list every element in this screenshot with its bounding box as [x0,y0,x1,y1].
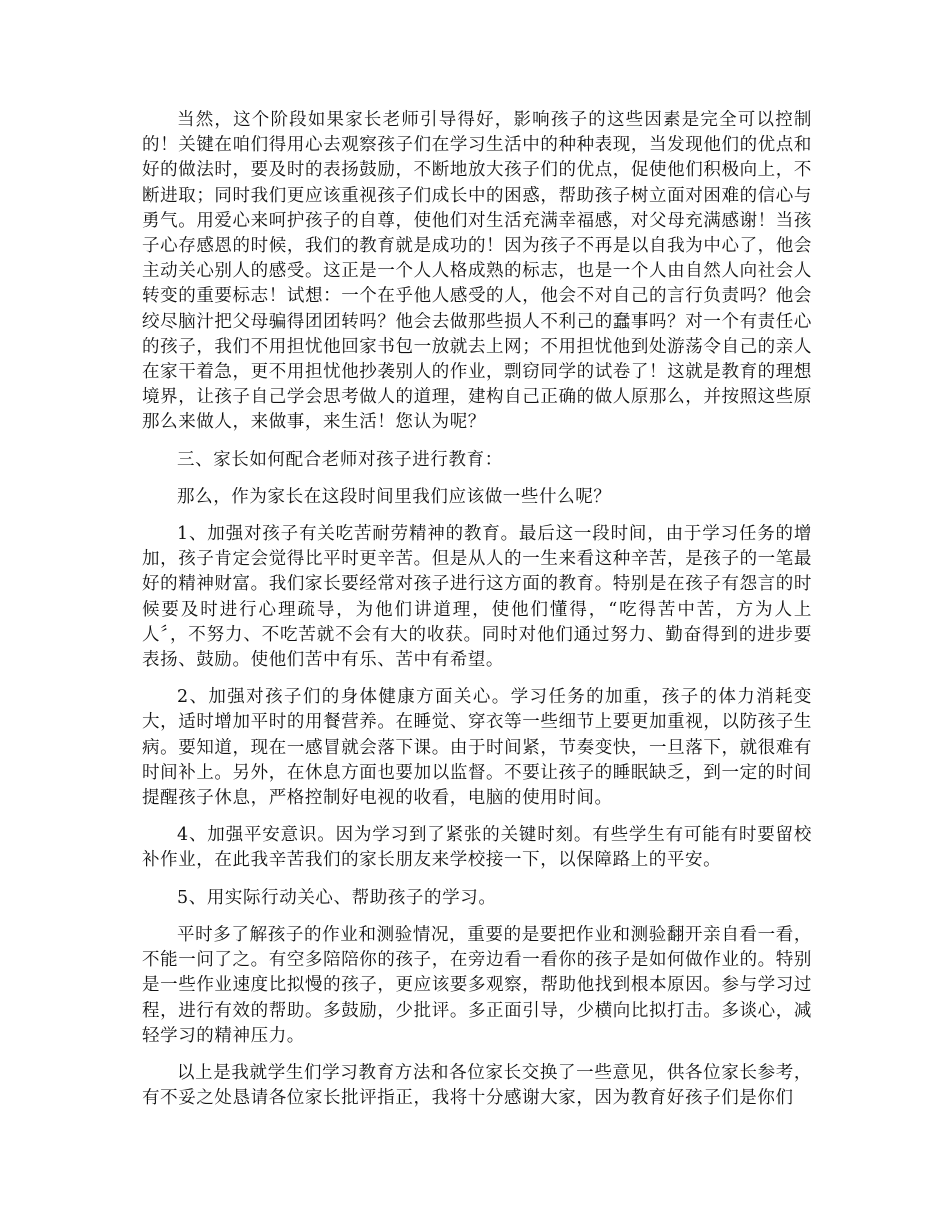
paragraph-parental-guidance: 当然，这个阶段如果家长老师引导得好，影响孩子的这些因素是完全可以控制的！关键在咱们得用心去观察孩子们在学习生活中的种种表现，当发现他们的优点和好的做法时，要及时的表扬鼓励，不断地放大孩子们的优点，促使他们积极向上，不断进取；同时我们更应该重视孩子们成长中的困惑，帮助孩子树立面对困难的信心与勇气。用爱心来呵护孩子的自尊，使他们对生活充满幸福感，对父母充满感谢！当孩子心存感恩的时候，我们的教育就是成功的！因为孩子不再是以自我为中心了，他会主动关心别人的感受。这正是一个人人格成熟的标志，也是一个人由自然人向社会人转变的重要标志！试想：一个在乎他人感受的人，他会不对自己的言行负责吗？他会绞尽脑汁把父母骗得团团转吗？他会去做那些损人不利己的蠢事吗？对一个有责任心的孩子，我们不用担忧他回家书包一放就去上网；不用担忧他到处游荡令自己的亲人在家干着急，更不用担忧他抄袭别人的作业，剽窃同学的试卷了！这就是教育的理想境界，让孩子自己学会思考做人的道理，建构自己正确的做人原那么，并按照这些原那么来做人，来做事，来生活！您认为呢？ [142,110,812,433]
paragraph-closing: 以上是我就学生们学习教育方法和各位家长交换了一些意见，供各位家长参考，有不妥之处恳请各位家长批评指正，我将十分感谢大家，因为教育好孩子们是你们 [142,1062,812,1109]
document-page [142,108,812,1123]
paragraph-item-2: 2、加强对孩子们的身体健康方面关心。学习任务的加重，孩子的体力消耗变大，适时增加平时的用餐营养。在睡觉、穿衣等一些细节上要更加重视，以防孩子生病。要知道，现在一感冒就会落下课。由于时间紧，节奏变快，一旦落下，就很难有时间补上。另外，在休息方面也要加以监督。不要让孩子的睡眠缺乏，到一定的时间提醒孩子休息，严格控制好电视的收看，电脑的使用时间。 [142,687,812,809]
paragraph-item-1: 1、加强对孩子有关吃苦耐劳精神的教育。最后这一段时间，由于学习任务的增加，孩子肯定会觉得比平时更辛苦。但是从人的一生来看这种辛苦，是孩子的一笔最好的精神财富。我们家长要经常对孩子进行这方面的教育。特别是在孩子有怨言的时候要及时进行心理疏导，为他们讲道理，使他们懂得，“吃得苦中苦，方为人上人〞，不努力、不吃苦就不会有大的收获。同时对他们通过努力、勤奋得到的进步要表扬、鼓励。使他们苦中有乐、苦中有希望。 [142,524,812,671]
paragraph-item-5: 5、用实际行动关心、帮助孩子的学习。 [177,887,497,908]
paragraph-homework-advice: 平时多了解孩子的作业和测验情况，重要的是要把作业和测验翻开亲自看一看，不能一问了之。有空多陪陪你的孩子，在旁边看一看你的孩子是如何做作业的。特别是一些作业速度比拟慢的孩子，更应该要多观察，帮助他找到根本原因。参与学习过程，进行有效的帮助。多鼓励，少批评。多正面引导，少横向比拟打击。多谈心，减轻学习的精神压力。 [142,924,812,1046]
paragraph-item-4: 4、加强平安意识。因为学习到了紧张的关键时刻。有些学生有可能有时要留校补作业，在此我辛苦我们的家长朋友来学校接一下，以保障路上的平安。 [142,825,812,871]
section-heading-3: 三、家长如何配合老师对孩子进行教育： [177,449,503,470]
paragraph-question: 那么，作为家长在这段时间里我们应该做一些什么呢？ [177,486,612,507]
